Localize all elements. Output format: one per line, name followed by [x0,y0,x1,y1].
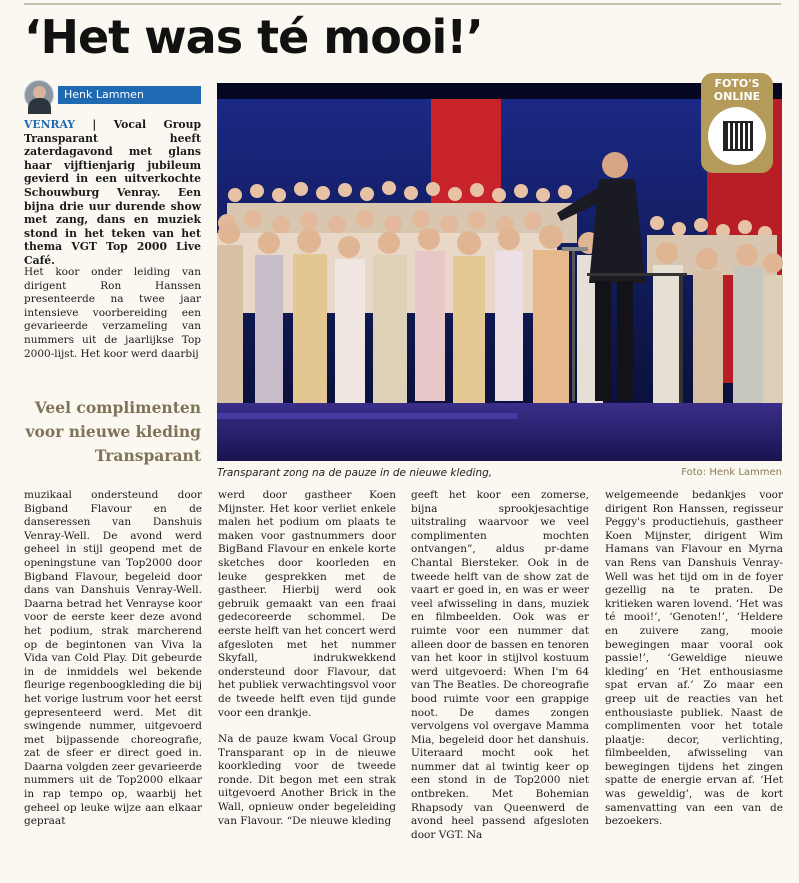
author-name: Henk Lammen [58,86,201,104]
article-column-1 [24,489,202,867]
photo-caption: Transparant zong na de pauze in de nieuwe kleding, [217,467,493,479]
headline: ‘Het was té mooi!’ [24,10,483,64]
badge-title [701,77,773,103]
column-3-paragraph: geeft het koor een zomerse, bijna sprookjesachtige uitstraling waarvoor we veel complimenten mochten ontvangen”, aldus pr-dame Chantal Biersteker. Ook in de tweede helft van de show zat de vaart er goed in, en was er weer veel afwisseling in dans, muziek en filmbeelden. Ook was er ruimte voor een nummer dat alleen door de bassen en tenoren van het koor in stijlvol kostuum werd uitgevoerd: When I'm 64 van The Beatles. De choreografie bood ruimte voor een grappige noot. De dames zongen vervolgens vol overgave Mamma Mia, begeleid door het danshuis. Uiteraard mocht ook het nummer dat al twintig keer op een stond in de Top2000 niet ontbreken. Met Bohemian Rhapsody van Queenwerd de avond heel passend afgesloten door VGT. Na [411,489,589,841]
article-column-4 [605,489,783,867]
column-2-paragraph-1: werd door gastheer Koen Mijnster. Het koor verliet enkele malen het podium om plaats te maken voor gastnummers door BigBand Flavour en enkele korte sketches door koorleden en leuke gesprekken met de gastheer. Hierbij werd ook gebruik gemaakt van een fraai gedecoreerde schommel. De eerste helft van het concert werd afgesloten met het nummer Skyfall, indrukwekkend ondersteund door Flavour, dat het publiek verwachtingsvol voor de tweede helft even tijd gunde voor een drankje. [218,489,396,719]
dateline-separator: | [75,118,114,131]
pull-quote: Veel complimenten voor nieuwe kleding Transparant [25,398,201,465]
column-1-paragraph: muzikaal ondersteund door Bigband Flavour en de danseressen van Danshuis Venray-Well. De avond werd geheel in stijl geopend met de openingstune van Top2000 door Bigband Flavour, begeleid door dans van Danshuis Venray-Well. Daarna betrad het Venrayse koor voor de eerste keer deze avond het podium, strak marcherend op de begintonen van Viva la Vida van Cold Play. Dit gebeurde in de inmiddels wel bekende fleurige regenboogkleding die bij het vorige lustrum voor het eerst gepresenteerd werd. Met dit swingende nummer, uitgevoerd met bijpassende choreografie, zat de sfeer er direct goed in. Daarna volgden zeer gevarieerde nummers uit de Top2000 elkaar in rap tempo op, waarbij het geheel op leuke wijze aan elkaar gepraat [24,489,202,828]
photo-credit: Foto: Henk Lammen [681,467,782,478]
badge-line-2: ONLINE [713,90,761,103]
byline [24,80,201,110]
article-column-3 [411,489,589,867]
column-4-paragraph: welgemeende bedankjes voor dirigent Ron Hanssen, regisseur Peggy's productiehuis, gastheer Koen Mijnster, dirigent Wim Hamans van Flavour en Myrna van Rens van Danshuis Venray-Well was het tijd om in de foyer gezellig na te praten. De kritieken waren lovend. ‘Het was té mooi!’, ‘Genoten!’, ‘Heldere en zuivere zang, mooie bewegingen maar vooral ook passie!’, ‘Geweldige nieuwe kleding’ en ‘Het enthousiasme spat ervan af.’ Zo maar een greep uit de reacties van het enthousiaste publiek. Naast de complimenten voor het totale plaatje: decor, verlichting, filmbeelden, afwisseling van bewegingen tijdens het zingen spatte de energie ervan af. ‘Het was geweldig’, was de kort samenvatting van een van de bezoekers. [605,489,783,828]
column-2-paragraph-2: Na de pauze kwam Vocal Group Transparant op in de nieuwe koorkleding voor de tweede ronde. Dit begon met een strak uitgevoerd Another Brick in the Wall, opnieuw onder begeleiding van Flavour. “De nieuwe kleding [218,733,396,827]
lead-paragraph [24,118,201,267]
qr-code-circle [708,107,766,165]
photos-online-badge[interactable] [701,73,773,173]
article-column-2 [218,489,396,867]
badge-line-1: FOTO'S [714,77,760,90]
choir-photo [217,83,782,461]
top-rule [24,3,781,5]
qr-code-icon [725,123,751,149]
dateline-place: VENRAY [24,118,75,131]
author-avatar [24,80,54,110]
choir-photo-illustration [217,83,782,461]
lead-text: Vocal Group Transparant heeft zaterdagavond met glans haar vijftienjarig jubileum gevierd in een uitverkochte Schouwburg Venray. Een bijna drie uur durende show met zang, dans en muziek stond in het teken van het thema VGT Top 2000 Live Café. [24,118,201,267]
intro-paragraph: Het koor onder leiding van dirigent Ron Hanssen presenteerde na twee jaar intensieve voorbereiding een gevarieerde verzameling van nummers uit de jaarlijkse Top 2000-lijst. Het koor werd daarbij [24,266,201,360]
